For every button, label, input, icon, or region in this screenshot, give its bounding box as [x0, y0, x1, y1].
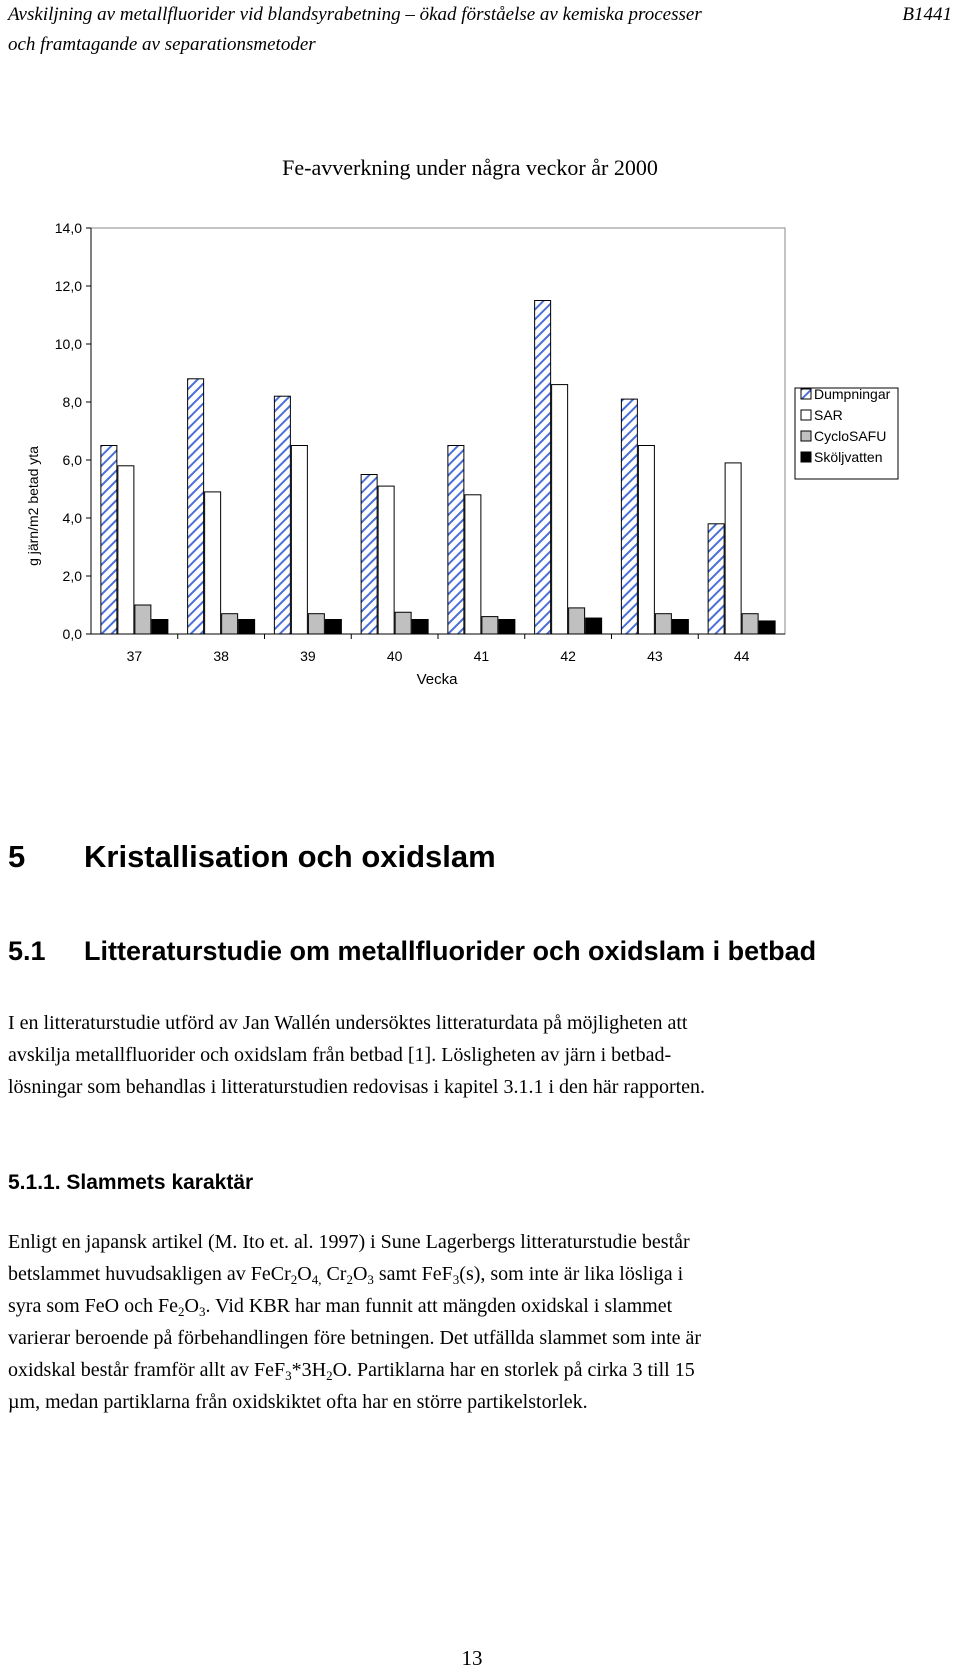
y-axis-label: g järn/m2 betad yta	[25, 446, 41, 566]
bar-sköljvatten-40	[412, 620, 428, 635]
bar-sköljvatten-42	[586, 618, 602, 634]
paragraph-line: I en litteraturstudie utförd av Jan Wallén undersöktes litteraturdata på möjligheten att	[8, 1012, 688, 1034]
legend-swatch	[801, 431, 811, 441]
section-title: Kristallisation och oxidslam	[84, 839, 496, 874]
chart-legend	[795, 386, 898, 479]
bar-cyclosafu-41	[482, 617, 498, 634]
bar-cyclosafu-38	[222, 614, 238, 634]
bar-sar-39	[291, 446, 307, 635]
text-run: O. Partiklarna har en storlek på cirka 3 till 15	[332, 1359, 695, 1381]
paragraph-5-1-1	[8, 1226, 952, 1418]
bar-sar-38	[205, 492, 221, 634]
bar-sköljvatten-37	[152, 620, 168, 635]
page-number: 13	[461, 1646, 483, 1670]
legend-label: Dumpningar	[814, 386, 891, 402]
section-heading-5-1-1	[8, 1169, 253, 1197]
x-axis	[91, 634, 785, 664]
bar-sar-43	[638, 446, 654, 635]
bar-cyclosafu-37	[135, 605, 151, 634]
bar-sköljvatten-43	[672, 620, 688, 635]
subscript: 3	[367, 1272, 374, 1287]
section-number: 5.1	[8, 936, 46, 966]
bar-cyclosafu-43	[655, 614, 671, 634]
y-axis	[55, 220, 91, 642]
bar-dumpningar-43	[621, 399, 637, 634]
subscript: 2	[326, 1368, 333, 1383]
y-tick-label: 12,0	[54, 278, 82, 294]
bar-sköljvatten-44	[759, 621, 775, 634]
x-axis-label: Vecka	[416, 671, 458, 688]
bar-sköljvatten-39	[325, 620, 341, 635]
y-tick-label: 2,0	[62, 568, 82, 584]
bar-sar-44	[725, 463, 741, 634]
section-number: 5.1.1.	[8, 1171, 61, 1194]
subscript: 2	[290, 1272, 298, 1287]
bar-dumpningar-44	[708, 524, 724, 634]
fe-removal-bar-chart	[0, 150, 960, 750]
bar-sar-37	[118, 466, 134, 634]
y-tick-label: 14,0	[54, 220, 82, 236]
running-header	[8, 0, 952, 55]
section-title: Slammets karaktär	[66, 1171, 254, 1194]
bar-sar-41	[465, 495, 481, 634]
section-title: Litteraturstudie om metallfluorider och oxidslam i betbad	[84, 936, 817, 966]
text-run: syra som FeO och Fe	[8, 1295, 178, 1317]
bar-cyclosafu-42	[569, 608, 585, 634]
legend-label: SAR	[814, 407, 843, 423]
text-run: oxidskal består framför allt av FeF	[8, 1359, 286, 1381]
section-number: 5	[8, 839, 26, 874]
bar-dumpningar-42	[535, 301, 551, 635]
y-tick-label: 0,0	[62, 626, 82, 642]
section-heading-5	[8, 838, 496, 876]
text-run: (s), som inte är lika lösliga i	[459, 1263, 684, 1285]
text-run: O	[297, 1263, 312, 1285]
bar-cyclosafu-44	[742, 614, 758, 634]
bar-dumpningar-39	[274, 396, 290, 634]
header-line-1: Avskiljning av metallfluorider vid blandsyrabetning – ökad förståelse av kemiska processer	[8, 4, 702, 25]
x-tick-label: 40	[386, 648, 403, 664]
subscript: 2	[346, 1272, 353, 1287]
y-tick-label: 8,0	[62, 394, 82, 410]
x-tick-label: 39	[300, 648, 316, 664]
legend-swatch	[801, 452, 811, 462]
text-run: samt FeF	[373, 1263, 453, 1285]
text-run: O	[352, 1263, 368, 1285]
bar-sar-42	[552, 385, 568, 634]
x-tick-label: 44	[733, 648, 750, 664]
subscript: 2	[177, 1304, 185, 1319]
legend-label: Sköljvatten	[814, 449, 883, 465]
subscript: 3	[452, 1272, 460, 1287]
bar-series	[101, 301, 775, 635]
text-run: . Vid KBR har man funnit att mängden oxidskal i slammet	[205, 1295, 673, 1317]
text-run: O	[184, 1295, 199, 1317]
bar-dumpningar-38	[188, 379, 204, 634]
header-line-2: och framtagande av separationsmetoder	[8, 34, 316, 55]
y-tick-label: 6,0	[62, 452, 82, 468]
legend-swatch	[801, 410, 811, 420]
x-tick-label: 42	[560, 648, 576, 664]
paragraph-line: µm, medan partiklarna från oxidskiktet ofta har en större partikelstorlek.	[8, 1391, 588, 1413]
report-code: B1441	[902, 4, 952, 25]
bar-sar-40	[378, 486, 394, 634]
text-run: betslammet huvudsakligen av FeCr	[8, 1263, 291, 1285]
bar-sköljvatten-41	[499, 620, 515, 635]
chart-title: Fe-avverkning under några veckor år 2000	[282, 155, 658, 180]
subscript: 3	[285, 1368, 292, 1383]
bar-dumpningar-37	[101, 446, 117, 635]
bar-cyclosafu-40	[395, 612, 411, 634]
y-tick-label: 10,0	[54, 336, 82, 352]
text-run: *3H	[291, 1359, 327, 1381]
paragraph-5-1	[8, 1007, 952, 1103]
paragraph-line: lösningar som behandlas i litteraturstudien redovisas i kapitel 3.1.1 i den här rapporten.	[8, 1076, 706, 1098]
bar-sköljvatten-38	[239, 620, 255, 635]
x-tick-label: 37	[126, 648, 143, 664]
paragraph-line: varierar beroende på förbehandlingen före betningen. Det utfällda slammet som inte är	[8, 1327, 702, 1349]
paragraph-line: Enligt en japansk artikel (M. Ito et. al. 1997) i Sune Lagerbergs litteraturstudie består	[8, 1231, 690, 1253]
bar-cyclosafu-39	[308, 614, 324, 634]
y-tick-label: 4,0	[62, 510, 82, 526]
section-heading-5-1	[8, 935, 828, 967]
x-tick-label: 41	[473, 648, 490, 664]
bar-dumpningar-40	[361, 475, 377, 635]
subscript: 4,	[311, 1272, 322, 1287]
x-tick-label: 43	[647, 648, 663, 664]
legend-label: CycloSAFU	[814, 428, 887, 444]
text-run: Cr	[321, 1263, 347, 1285]
legend-swatch	[801, 389, 811, 399]
x-tick-label: 38	[213, 648, 229, 664]
bar-dumpningar-41	[448, 446, 464, 635]
subscript: 3	[198, 1304, 206, 1319]
paragraph-line: avskilja metallfluorider och oxidslam från betbad [1]. Lösligheten av järn i betbad-	[8, 1044, 672, 1066]
